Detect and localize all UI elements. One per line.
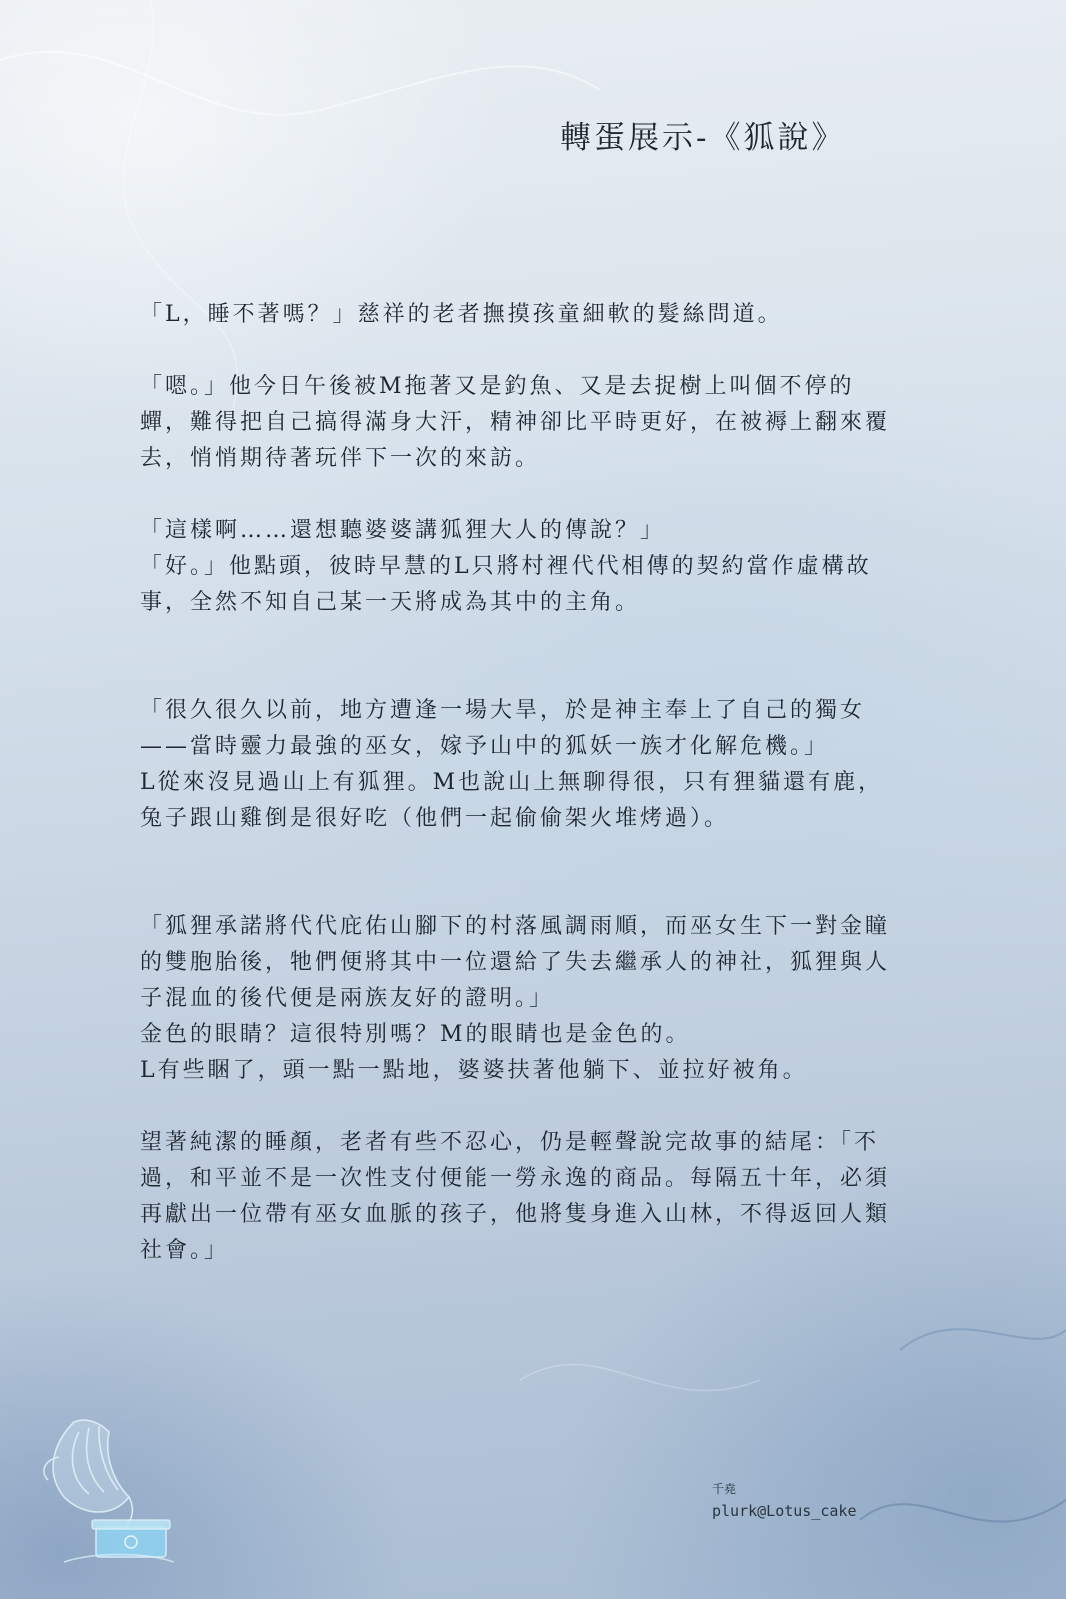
story-paragraph: L有些睏了，頭一點一點地，婆婆扶著他躺下、並拉好被角。 (140, 1058, 808, 1083)
paragraph-gap (140, 621, 900, 693)
story-paragraph: 「這樣啊……還想聽婆婆講狐狸大人的傳說？」 (140, 518, 666, 543)
story-paragraph: 金色的眼睛？這很特別嗎？M的眼睛也是金色的。 (140, 1022, 691, 1047)
paragraph-gap (140, 1089, 900, 1125)
author-signature (712, 1478, 857, 1522)
story-paragraph: 「很久很久以前，地方遭逢一場大旱，於是神主奉上了自己的獨女——當時靈力最強的巫女，嫁予山中的狐妖一族才化解危機。」 (140, 698, 866, 759)
author-handle: plurk@Lotus_cake (712, 1502, 857, 1520)
paragraph-gap (140, 837, 900, 909)
story-paragraph: 望著純潔的睡顏，老者有些不忍心，仍是輕聲說完故事的結尾：「不過，和平並不是一次性支付便能一勞永逸的商品。每隔五十年，必須再獻出一位帶有巫女血脈的孩子，他將隻身進入山林，不得返回人類社會。」 (140, 1130, 891, 1263)
story-paragraph: L從來沒見過山上有狐狸。M也說山上無聊得很，只有狸貓還有鹿，兔子跟山雞倒是很好吃（他們一起偷偷架火堆烤過）。 (140, 770, 884, 831)
paragraph-gap (140, 333, 900, 369)
story-paragraph: 「L，睡不著嗎？」慈祥的老者撫摸孩童細軟的髮絲問道。 (140, 302, 783, 327)
paragraph-gap (140, 477, 900, 513)
story-paragraph: 「嗯。」他今日午後被M拖著又是釣魚、又是去捉樹上叫個不停的蟬，難得把自己搞得滿身大汗，精神卻比平時更好，在被褥上翻來覆去，悄悄期待著玩伴下一次的來訪。 (140, 374, 891, 471)
story-paragraph: 「好。」他點頭，彼時早慧的L只將村裡代代相傳的契約當作虛構故事，全然不知自己某一天將成為其中的主角。 (140, 554, 872, 615)
gramophone-icon (34, 1402, 184, 1572)
story-text (140, 297, 900, 1269)
story-paragraph: 「狐狸承諾將代代庇佑山腳下的村落風調雨順，而巫女生下一對金瞳的雙胞胎後，牠們便將其中一位還給了失去繼承人的神社，狐狸與人子混血的後代便是兩族友好的證明。」 (140, 914, 891, 1011)
page-title: 轉蛋展示-《狐說》 (560, 120, 846, 156)
author-name: 千堯 (712, 1482, 737, 1496)
